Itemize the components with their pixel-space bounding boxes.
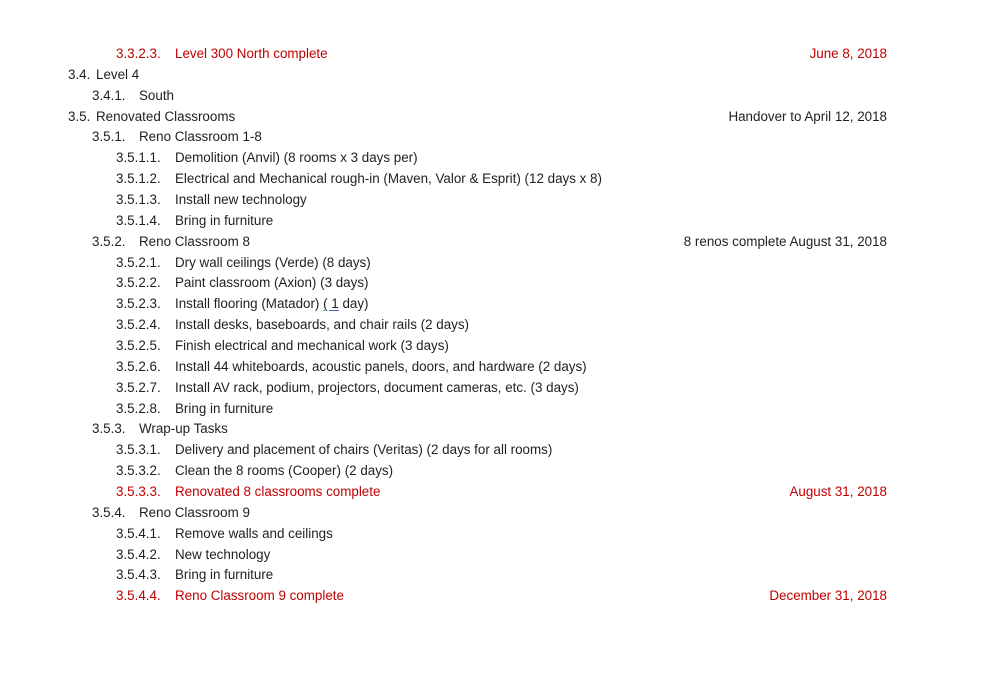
item-number: 3.4. bbox=[68, 67, 91, 82]
outline-item-3-5-4-2 bbox=[0, 544, 988, 565]
item-text: Paint classroom (Axion) (3 days) bbox=[175, 275, 369, 290]
item-text: Electrical and Mechanical rough-in (Maven, Valor & Esprit) (12 days x 8) bbox=[175, 171, 602, 186]
outline-item-3-5-2 bbox=[0, 231, 988, 252]
outline-item-3-5-2-6 bbox=[0, 356, 988, 377]
outline-item-3-5 bbox=[0, 106, 988, 127]
item-date: December 31, 2018 bbox=[769, 588, 887, 603]
proofing-underline-mark: ( 1 bbox=[323, 296, 339, 311]
item-text: Reno Classroom 8 bbox=[139, 234, 250, 249]
outline-item-3-5-3-2 bbox=[0, 460, 988, 481]
item-number: 3.5.2. bbox=[92, 234, 126, 249]
item-text: South bbox=[139, 88, 174, 103]
item-text: Install desks, baseboards, and chair rails (2 days) bbox=[175, 317, 469, 332]
item-text: Install AV rack, podium, projectors, document cameras, etc. (3 days) bbox=[175, 380, 579, 395]
item-number: 3.5.2.6. bbox=[116, 359, 161, 374]
item-text: Wrap-up Tasks bbox=[139, 421, 228, 436]
item-number: 3.5.3.1. bbox=[116, 442, 161, 457]
item-text: Bring in furniture bbox=[175, 567, 274, 582]
item-number: 3.5.4.1. bbox=[116, 526, 161, 541]
item-number: 3.5.1.2. bbox=[116, 171, 161, 186]
item-text: Renovated 8 classrooms complete bbox=[175, 484, 381, 499]
item-text: Install 44 whiteboards, acoustic panels, doors, and hardware (2 days) bbox=[175, 359, 587, 374]
item-date: 8 renos complete August 31, 2018 bbox=[683, 234, 887, 249]
item-text: Level 4 bbox=[96, 67, 140, 82]
outline-item-3-5-1 bbox=[0, 126, 988, 147]
outline-item-3-5-4 bbox=[0, 502, 988, 523]
item-number: 3.5.1.4. bbox=[116, 213, 161, 228]
outline-item-3-5-4-3 bbox=[0, 564, 988, 585]
outline-item-3-5-4-1 bbox=[0, 523, 988, 544]
item-text bbox=[175, 293, 369, 314]
item-number: 3.5.2.2. bbox=[116, 275, 161, 290]
item-number: 3.5.2.3. bbox=[116, 296, 161, 311]
item-number: 3.5.3. bbox=[92, 421, 126, 436]
item-text: Bring in furniture bbox=[175, 213, 274, 228]
outline-item-3-4 bbox=[0, 64, 988, 85]
item-number: 3.5.1. bbox=[92, 129, 126, 144]
item-text: Reno Classroom 9 complete bbox=[175, 588, 344, 603]
item-date: June 8, 2018 bbox=[809, 46, 887, 61]
outline-item-3-5-3-3 bbox=[0, 481, 988, 502]
item-number: 3.5.4.4. bbox=[116, 588, 161, 603]
item-number: 3.5. bbox=[68, 109, 91, 124]
item-text: New technology bbox=[175, 547, 271, 562]
outline-item-3-5-2-1 bbox=[0, 252, 988, 273]
outline-item-3-3-2-3 bbox=[0, 43, 988, 64]
outline-item-3-4-1 bbox=[0, 85, 988, 106]
item-text: Dry wall ceilings (Verde) (8 days) bbox=[175, 255, 371, 270]
item-number: 3.5.1.1. bbox=[116, 150, 161, 165]
outline-item-3-5-3 bbox=[0, 418, 988, 439]
item-text: Level 300 North complete bbox=[175, 46, 328, 61]
outline-item-3-5-2-7 bbox=[0, 377, 988, 398]
item-date: Handover to April 12, 2018 bbox=[728, 109, 887, 124]
outline-item-3-5-1-3 bbox=[0, 189, 988, 210]
item-text: Clean the 8 rooms (Cooper) (2 days) bbox=[175, 463, 394, 478]
item-number: 3.5.2.8. bbox=[116, 401, 161, 416]
item-number: 3.5.2.5. bbox=[116, 338, 161, 353]
item-text: Demolition (Anvil) (8 rooms x 3 days per) bbox=[175, 150, 418, 165]
item-number: 3.5.3.3. bbox=[116, 484, 161, 499]
item-number: 3.5.4. bbox=[92, 505, 126, 520]
item-text: Reno Classroom 1-8 bbox=[139, 129, 262, 144]
item-number: 3.5.2.7. bbox=[116, 380, 161, 395]
item-text: Delivery and placement of chairs (Veritas) (2 days for all rooms) bbox=[175, 442, 553, 457]
item-number: 3.5.2.1. bbox=[116, 255, 161, 270]
item-text: Install new technology bbox=[175, 192, 307, 207]
item-number: 3.5.2.4. bbox=[116, 317, 161, 332]
outline-item-3-5-2-5 bbox=[0, 335, 988, 356]
item-number: 3.5.3.2. bbox=[116, 463, 161, 478]
item-number: 3.4.1. bbox=[92, 88, 126, 103]
item-text: Finish electrical and mechanical work (3 days) bbox=[175, 338, 449, 353]
outline-item-3-5-2-3 bbox=[0, 293, 988, 314]
outline-item-3-5-1-1 bbox=[0, 147, 988, 168]
outline-item-3-5-3-1 bbox=[0, 439, 988, 460]
item-number: 3.3.2.3. bbox=[116, 46, 161, 61]
outline-item-3-5-1-2 bbox=[0, 168, 988, 189]
item-text-after: day) bbox=[338, 296, 369, 311]
item-text: Bring in furniture bbox=[175, 401, 274, 416]
item-date: August 31, 2018 bbox=[789, 484, 887, 499]
item-text-before: Install flooring (Matador) bbox=[175, 296, 324, 311]
item-number: 3.5.4.2. bbox=[116, 547, 161, 562]
outline-item-3-5-2-2 bbox=[0, 272, 988, 293]
item-text: Remove walls and ceilings bbox=[175, 526, 333, 541]
outline-item-3-5-4-4 bbox=[0, 585, 988, 606]
item-text: Renovated Classrooms bbox=[96, 109, 236, 124]
outline-item-3-5-2-8 bbox=[0, 398, 988, 419]
item-number: 3.5.4.3. bbox=[116, 567, 161, 582]
outline-item-3-5-2-4 bbox=[0, 314, 988, 335]
outline-item-3-5-1-4 bbox=[0, 210, 988, 231]
item-number: 3.5.1.3. bbox=[116, 192, 161, 207]
item-text: Reno Classroom 9 bbox=[139, 505, 250, 520]
